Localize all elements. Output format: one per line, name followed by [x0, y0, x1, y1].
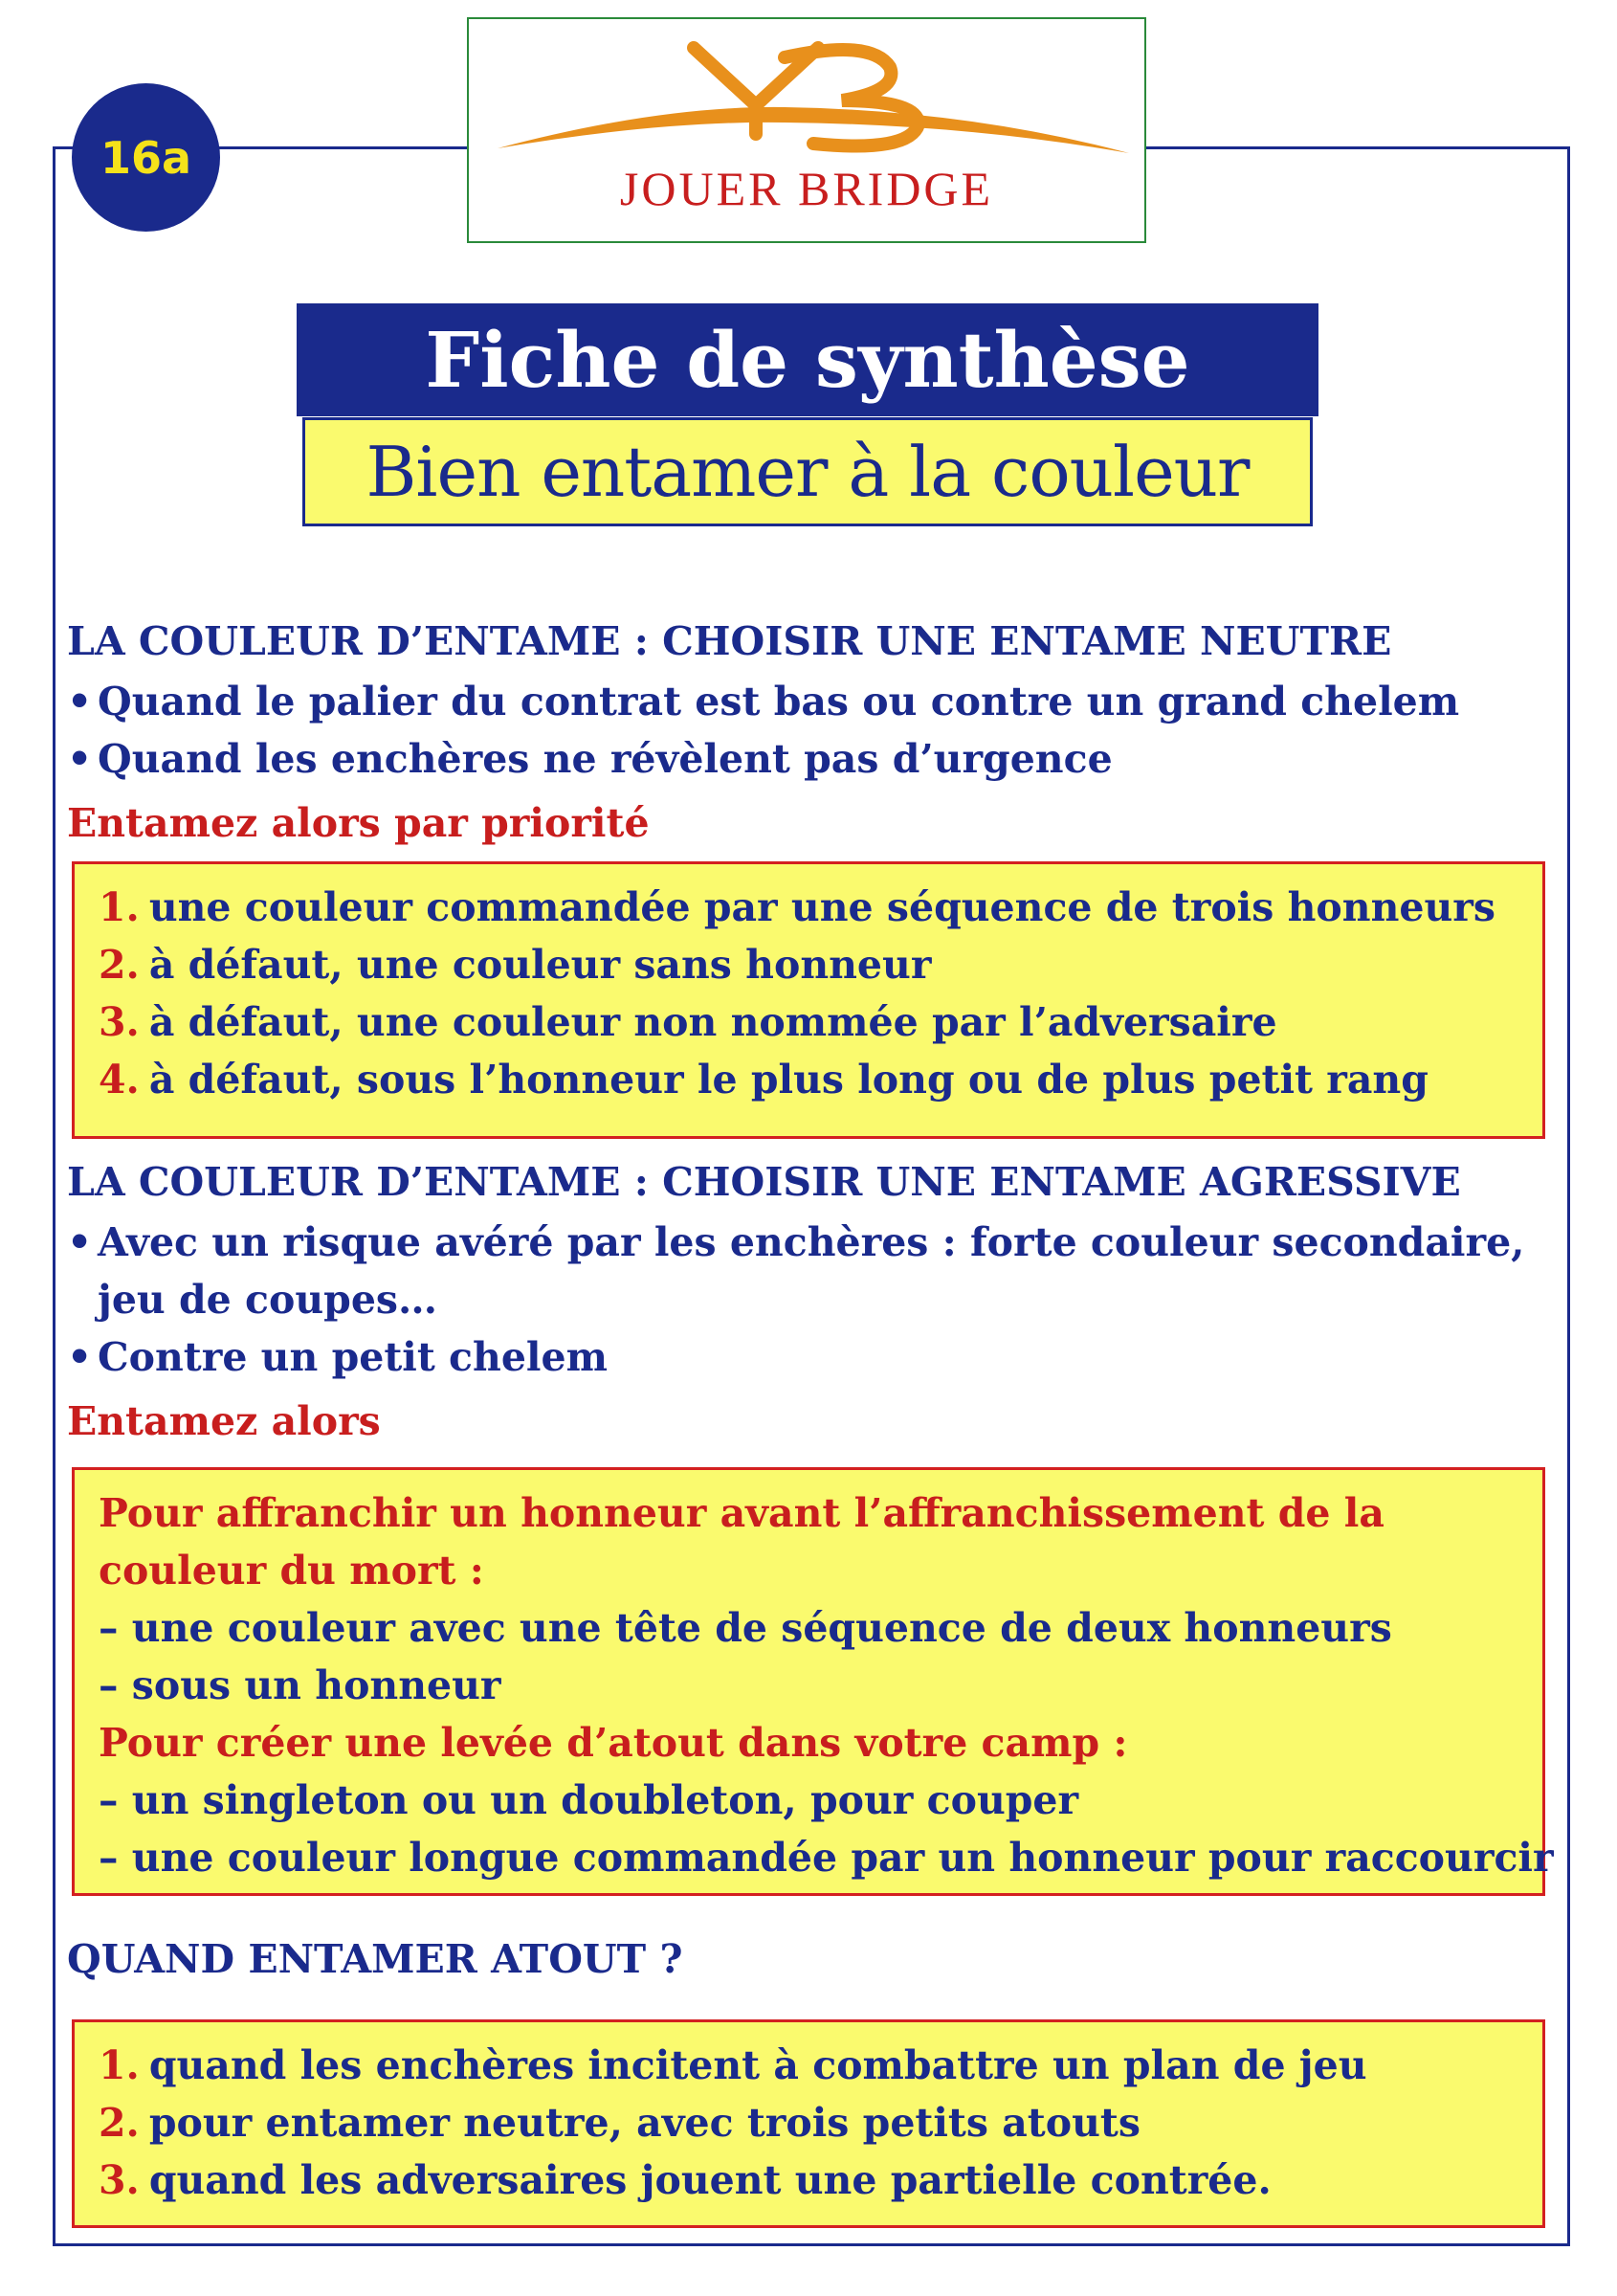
page-title: Fiche de synthèse [297, 303, 1318, 416]
section2-bullets [67, 1214, 1540, 1386]
page-number: 16a [100, 131, 192, 184]
box-subheading: Pour affranchir un honneur avant l’affranchissement de la couleur du mort : [99, 1490, 1384, 1594]
list-item: 1. quand les enchères incitent à combattre un plan de jeu [99, 2042, 1367, 2088]
list-item: – sous un honneur [99, 1662, 501, 1708]
logo-swoosh-icon [469, 19, 1144, 163]
section2-intro: Entamez alors [67, 1398, 381, 1444]
list-item: 4. à défaut, sous l’honneur le plus long ou de plus petit rang [99, 1057, 1429, 1103]
section2-aggressive-box [72, 1467, 1554, 1896]
list-item: 2. à défaut, une couleur sans honneur [99, 942, 932, 988]
list-item: • Quand le palier du contrat est bas ou contre un grand chelem [67, 673, 1540, 730]
list-item: 2. pour entamer neutre, avec trois petits atouts [99, 2100, 1141, 2146]
section1-heading: LA COULEUR D’ENTAME : CHOISIR UNE ENTAME NEUTRE [67, 618, 1392, 664]
list-item: • Quand les enchères ne révèlent pas d’urgence [67, 730, 1540, 788]
list-item: 1. une couleur commandée par une séquence de trois honneurs [99, 884, 1495, 930]
list-item: • Contre un petit chelem [67, 1328, 1540, 1386]
list-item: • Avec un risque avéré par les enchères : forte couleur secondaire, jeu de coupes… [67, 1214, 1540, 1328]
section1-bullets [67, 673, 1540, 788]
section3-trump-box [72, 2019, 1545, 2228]
logo-text: JOUER BRIDGE [619, 162, 994, 215]
section2-heading: LA COULEUR D’ENTAME : CHOISIR UNE ENTAME AGRESSIVE [67, 1159, 1461, 1205]
section1-intro: Entamez alors par priorité [67, 800, 650, 846]
list-item: 3. à défaut, une couleur non nommée par l’adversaire [99, 999, 1277, 1045]
list-item: – une couleur longue commandée par un honneur pour raccourcir [99, 1835, 1554, 1881]
page-subtitle: Bien entamer à la couleur [302, 417, 1313, 526]
list-item: 3. quand les adversaires jouent une partielle contrée. [99, 2157, 1272, 2203]
section1-priority-box [72, 861, 1545, 1139]
box-subheading: Pour créer une levée d’atout dans votre camp : [99, 1720, 1128, 1766]
list-item: – un singleton ou un doubleton, pour couper [99, 1777, 1079, 1823]
page-number-badge [72, 83, 220, 232]
section3-heading: QUAND ENTAMER ATOUT ? [67, 1936, 683, 1982]
list-item: – une couleur avec une tête de séquence de deux honneurs [99, 1605, 1392, 1651]
jouer-bridge-logo [467, 17, 1146, 243]
